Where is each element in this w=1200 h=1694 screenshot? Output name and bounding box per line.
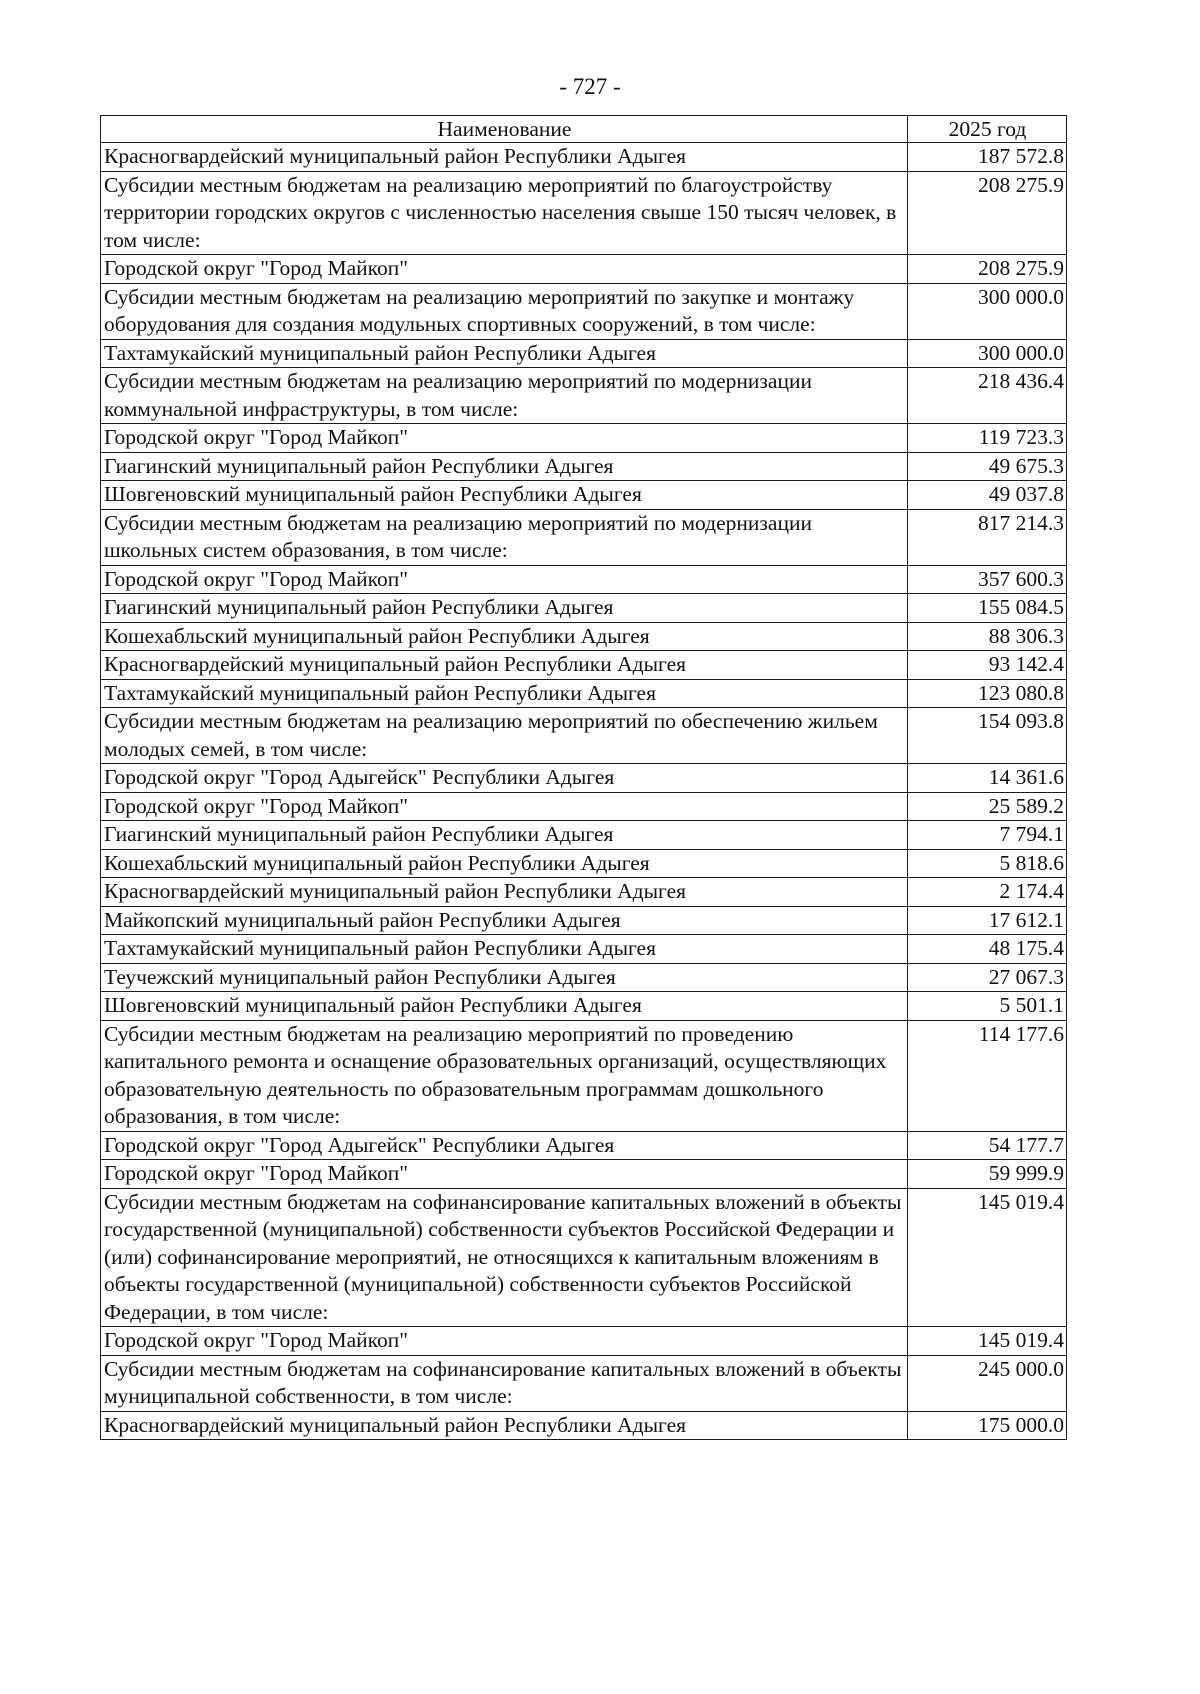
table-row [101, 764, 1067, 793]
row-value-cell: 27 067.3 [908, 963, 1067, 992]
row-name-cell: Шовгеновский муниципальный район Республики Адыгея [101, 481, 908, 510]
table-row [101, 143, 1067, 172]
table-row [101, 368, 1067, 424]
row-name-cell: Городской округ "Город Майкоп" [101, 792, 908, 821]
table-row [101, 708, 1067, 764]
row-name-cell: Шовгеновский муниципальный район Республики Адыгея [101, 992, 908, 1021]
row-value-cell: 123 080.8 [908, 679, 1067, 708]
row-name-cell: Гиагинский муниципальный район Республики Адыгея [101, 452, 908, 481]
row-value-cell: 208 275.9 [908, 255, 1067, 284]
row-value-cell: 25 589.2 [908, 792, 1067, 821]
row-name-cell: Кошехабльский муниципальный район Республики Адыгея [101, 849, 908, 878]
table-row [101, 565, 1067, 594]
row-name-cell: Городской округ "Город Майкоп" [101, 255, 908, 284]
row-value-cell: 300 000.0 [908, 283, 1067, 339]
row-name-cell: Гиагинский муниципальный район Республики Адыгея [101, 594, 908, 623]
row-value-cell: 54 177.7 [908, 1131, 1067, 1160]
row-name-cell: Красногвардейский муниципальный район Республики Адыгея [101, 143, 908, 172]
table-row [101, 1131, 1067, 1160]
table-body [101, 143, 1067, 1440]
table-row [101, 1411, 1067, 1440]
header-year: 2025 год [908, 116, 1067, 143]
table-row [101, 963, 1067, 992]
table-row [101, 935, 1067, 964]
row-name-cell: Субсидии местным бюджетам на реализацию мероприятий по проведению капитального ремонта и оснащение образовательных организаций, осуществляющих образовательную деятельность по образовательным программам дошкольного образования, в том числе: [101, 1020, 908, 1131]
row-value-cell: 5 501.1 [908, 992, 1067, 1021]
table-row [101, 849, 1067, 878]
row-name-cell: Городской округ "Город Адыгейск" Республики Адыгея [101, 764, 908, 793]
row-value-cell: 114 177.6 [908, 1020, 1067, 1131]
row-name-cell: Субсидии местным бюджетам на реализацию мероприятий по обеспечению жильем молодых семей, в том числе: [101, 708, 908, 764]
row-value-cell: 154 093.8 [908, 708, 1067, 764]
row-value-cell: 218 436.4 [908, 368, 1067, 424]
table-row [101, 906, 1067, 935]
row-name-cell: Субсидии местным бюджетам на реализацию мероприятий по модернизации коммунальной инфраструктуры, в том числе: [101, 368, 908, 424]
row-value-cell: 49 675.3 [908, 452, 1067, 481]
table-row [101, 509, 1067, 565]
header-name: Наименование [101, 116, 908, 143]
table-row [101, 481, 1067, 510]
table-row [101, 792, 1067, 821]
row-name-cell: Гиагинский муниципальный район Республики Адыгея [101, 821, 908, 850]
row-value-cell: 7 794.1 [908, 821, 1067, 850]
row-value-cell: 208 275.9 [908, 171, 1067, 255]
row-name-cell: Субсидии местным бюджетам на софинансирование капитальных вложений в объекты государственной (муниципальной) собственности субъектов Российской Федерации и (или) софинансирование мероприятий, не относящихся к капитальным вложениям в объекты государственной (муниципальной) собственности субъектов Российской Федерации, в том числе: [101, 1188, 908, 1327]
row-value-cell: 93 142.4 [908, 651, 1067, 680]
table-row [101, 1160, 1067, 1189]
row-name-cell: Субсидии местным бюджетам на реализацию мероприятий по закупке и монтажу оборудования для создания модульных спортивных сооружений, в том числе: [101, 283, 908, 339]
row-value-cell: 14 361.6 [908, 764, 1067, 793]
table-row [101, 424, 1067, 453]
page-number: - 727 - [559, 74, 621, 99]
row-name-cell: Городской округ "Город Майкоп" [101, 1160, 908, 1189]
table-row [101, 594, 1067, 623]
row-value-cell: 48 175.4 [908, 935, 1067, 964]
table-row [101, 171, 1067, 255]
table-row [101, 1355, 1067, 1411]
table-row [101, 1327, 1067, 1356]
table-row [101, 1188, 1067, 1327]
row-value-cell: 817 214.3 [908, 509, 1067, 565]
row-value-cell: 119 723.3 [908, 424, 1067, 453]
row-value-cell: 245 000.0 [908, 1355, 1067, 1411]
table-row [101, 255, 1067, 284]
row-name-cell: Городской округ "Город Майкоп" [101, 1327, 908, 1356]
table-header-row [101, 116, 1067, 143]
row-name-cell: Теучежский муниципальный район Республики Адыгея [101, 963, 908, 992]
table-row [101, 679, 1067, 708]
row-value-cell: 357 600.3 [908, 565, 1067, 594]
budget-table [100, 115, 1067, 1440]
row-name-cell: Городской округ "Город Майкоп" [101, 424, 908, 453]
row-value-cell: 187 572.8 [908, 143, 1067, 172]
row-name-cell: Красногвардейский муниципальный район Республики Адыгея [101, 878, 908, 907]
row-name-cell: Субсидии местным бюджетам на софинансирование капитальных вложений в объекты муниципальной собственности, в том числе: [101, 1355, 908, 1411]
table-row [101, 1020, 1067, 1131]
row-value-cell: 155 084.5 [908, 594, 1067, 623]
table-row [101, 339, 1067, 368]
row-name-cell: Тахтамукайский муниципальный район Республики Адыгея [101, 935, 908, 964]
row-name-cell: Тахтамукайский муниципальный район Республики Адыгея [101, 339, 908, 368]
row-name-cell: Майкопский муниципальный район Республики Адыгея [101, 906, 908, 935]
row-value-cell: 5 818.6 [908, 849, 1067, 878]
table-row [101, 283, 1067, 339]
row-value-cell: 17 612.1 [908, 906, 1067, 935]
table-row [101, 821, 1067, 850]
row-value-cell: 145 019.4 [908, 1327, 1067, 1356]
row-value-cell: 88 306.3 [908, 622, 1067, 651]
row-name-cell: Городской округ "Город Майкоп" [101, 565, 908, 594]
row-name-cell: Субсидии местным бюджетам на реализацию мероприятий по модернизации школьных систем образования, в том числе: [101, 509, 908, 565]
table-row [101, 992, 1067, 1021]
row-name-cell: Красногвардейский муниципальный район Республики Адыгея [101, 651, 908, 680]
row-name-cell: Субсидии местным бюджетам на реализацию мероприятий по благоустройству территории городских округов с численностью населения свыше 150 тысяч человек, в том числе: [101, 171, 908, 255]
table-row [101, 622, 1067, 651]
row-name-cell: Тахтамукайский муниципальный район Республики Адыгея [101, 679, 908, 708]
table-row [101, 878, 1067, 907]
row-value-cell: 145 019.4 [908, 1188, 1067, 1327]
row-value-cell: 175 000.0 [908, 1411, 1067, 1440]
row-value-cell: 300 000.0 [908, 339, 1067, 368]
table-row [101, 452, 1067, 481]
row-value-cell: 2 174.4 [908, 878, 1067, 907]
row-value-cell: 49 037.8 [908, 481, 1067, 510]
table-row [101, 651, 1067, 680]
row-name-cell: Кошехабльский муниципальный район Республики Адыгея [101, 622, 908, 651]
row-value-cell: 59 999.9 [908, 1160, 1067, 1189]
row-name-cell: Красногвардейский муниципальный район Республики Адыгея [101, 1411, 908, 1440]
row-name-cell: Городской округ "Город Адыгейск" Республики Адыгея [101, 1131, 908, 1160]
